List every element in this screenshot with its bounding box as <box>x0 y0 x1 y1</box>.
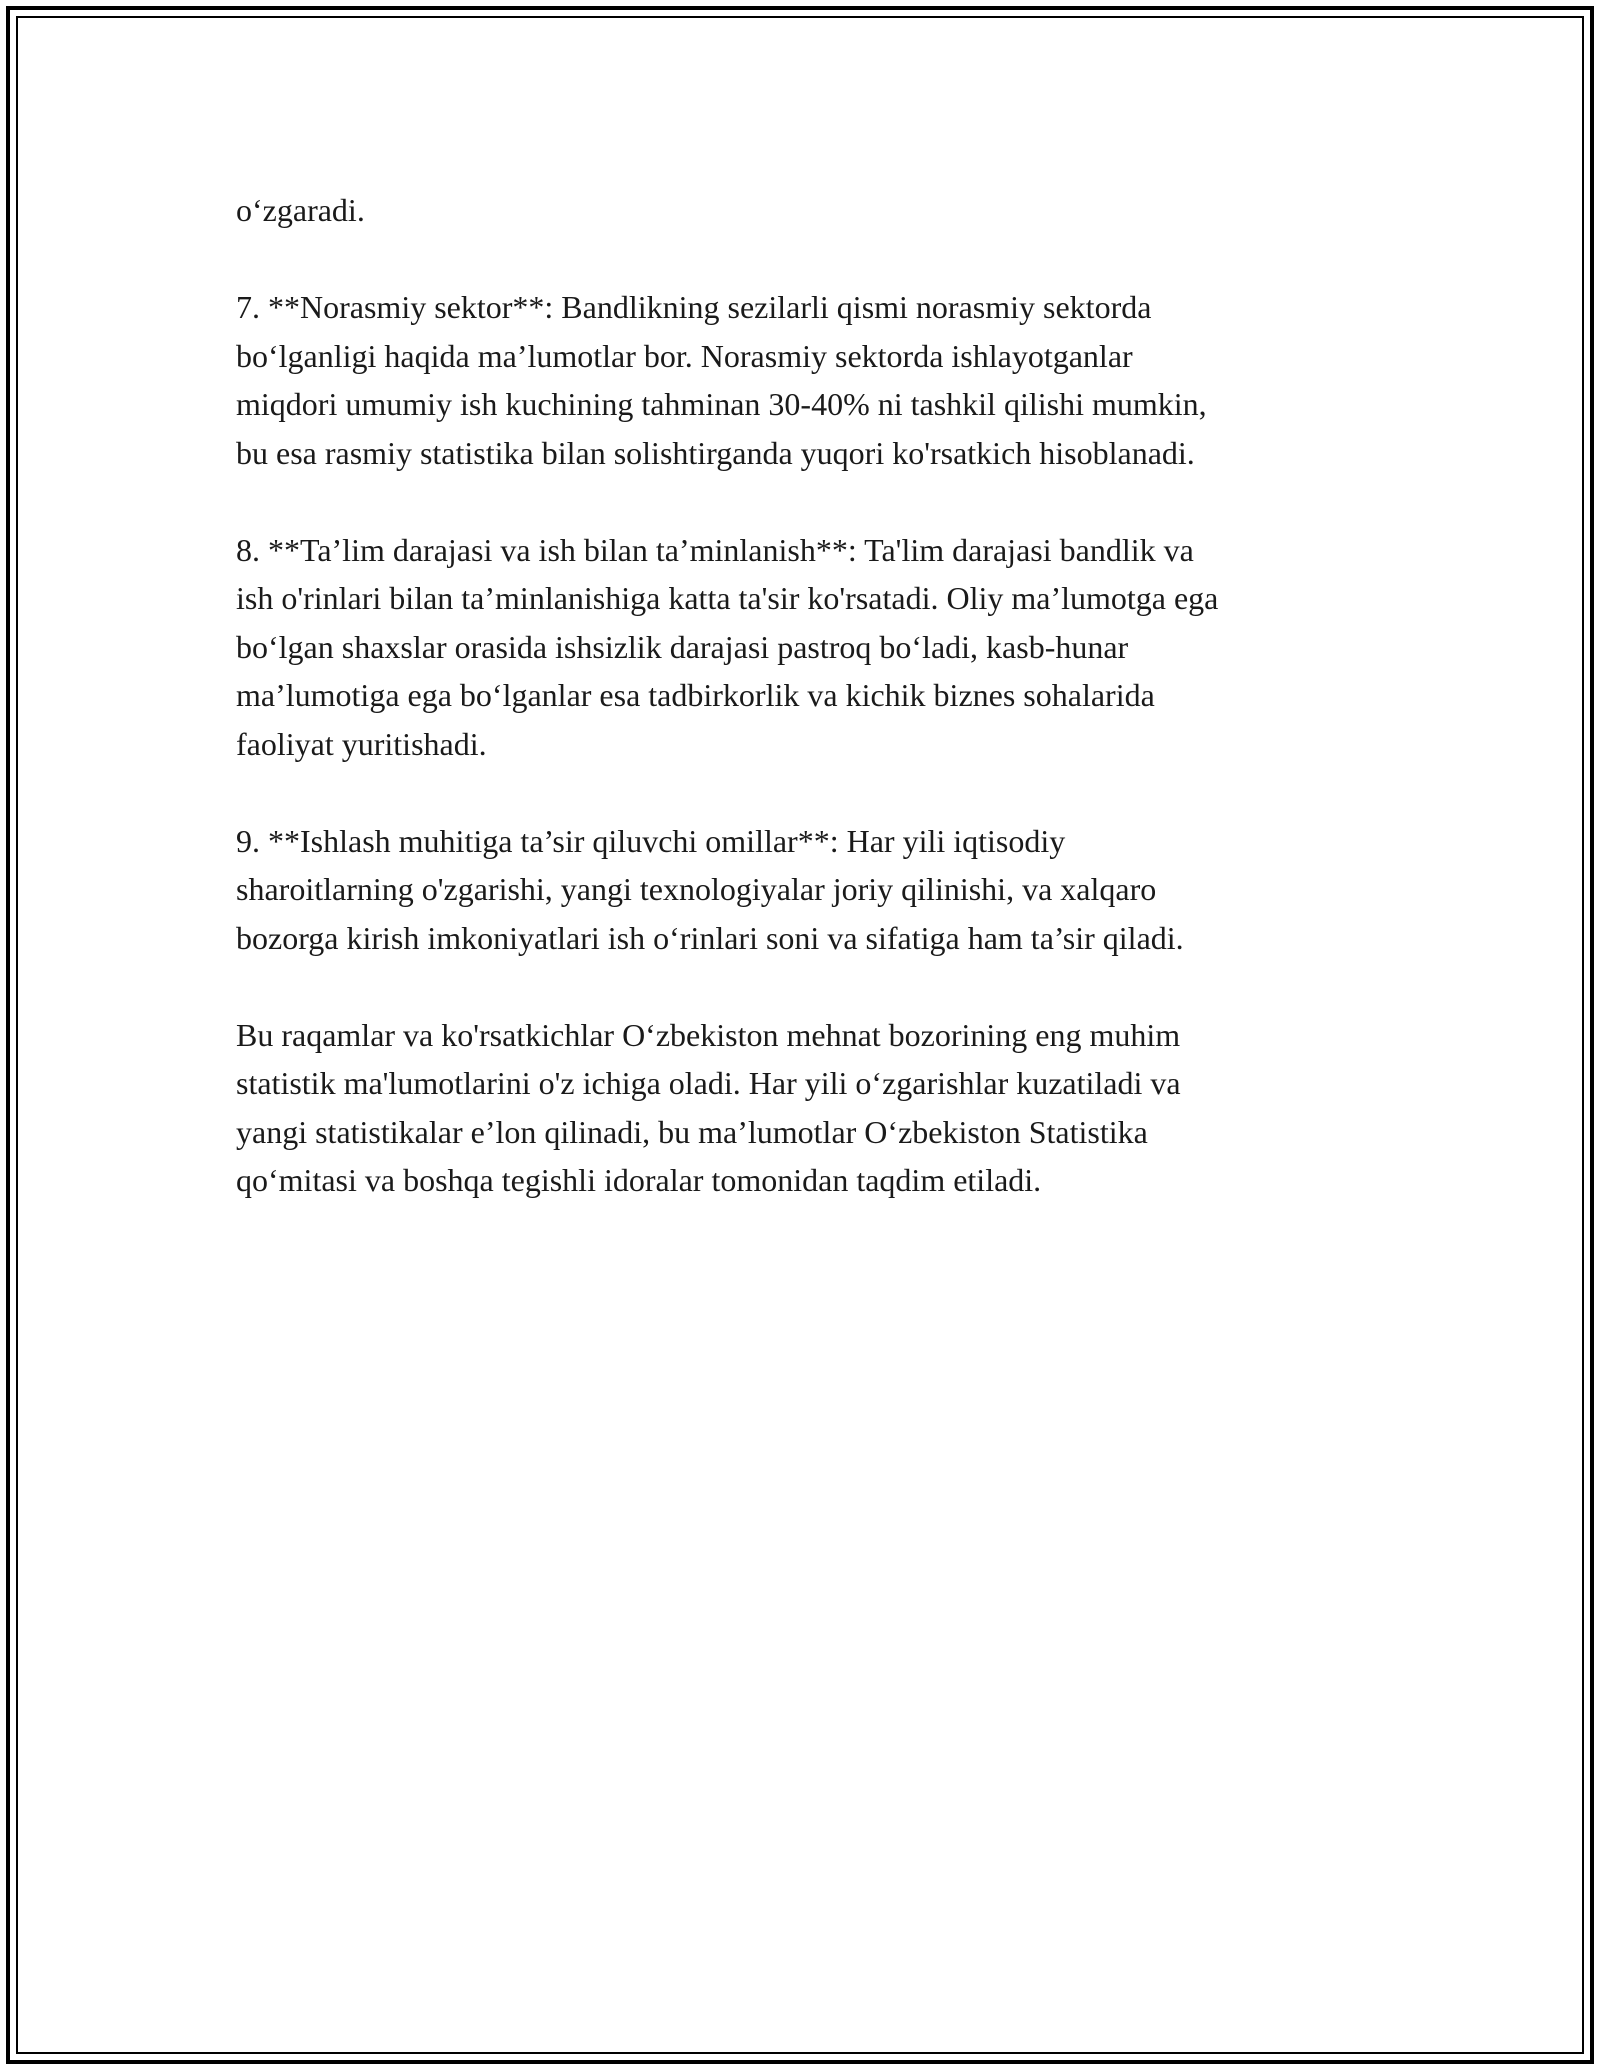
text-line: faoliyat yuritishadi. <box>236 725 487 762</box>
paragraph-conclusion <box>236 1011 1376 1205</box>
text-line: yangi statistikalar e’lon qilinadi, bu ma’lumotlar O‘zbekiston Statistika <box>236 1113 1148 1150</box>
paragraph-item-9 <box>236 817 1376 963</box>
paragraph-continuation <box>236 186 1376 235</box>
document-body <box>236 186 1376 1253</box>
text-line: bo‘lganligi haqida ma’lumotlar bor. Norasmiy sektorda ishlayotganlar <box>236 337 1133 374</box>
text-line: sharoitlarning o'zgarishi, yangi texnologiyalar joriy qilinishi, va xalqaro <box>236 871 1157 907</box>
text-line: bu esa rasmiy statistika bilan solishtirganda yuqori ko'rsatkich hisoblanadi. <box>236 434 1195 471</box>
text-line: miqdori umumiy ish kuchining tahminan 30-40% ni tashkil qilishi mumkin, <box>236 386 1207 422</box>
paragraph-item-8 <box>236 526 1376 769</box>
text-line: 8. **Ta’lim darajasi va ish bilan ta’minlanish**: Ta'lim darajasi bandlik va <box>236 531 1194 568</box>
text-line: qo‘mitasi va boshqa tegishli idoralar tomonidan taqdim etiladi. <box>236 1162 1042 1198</box>
text-line: Bu raqamlar va ko'rsatkichlar O‘zbekiston mehnat bozorining eng muhim <box>236 1016 1181 1053</box>
text-line: bozorga kirish imkoniyatlari ish o‘rinlari soni va sifatiga ham ta’sir qiladi. <box>236 919 1184 956</box>
text-line: ish o'rinlari bilan ta’minlanishiga katta ta'sir ko'rsatadi. Oliy ma’lumotga ega <box>236 580 1219 616</box>
text-line: ma’lumotiga ega bo‘lganlar esa tadbirkorlik va kichik biznes sohalarida <box>236 677 1155 713</box>
text-line: bo‘lgan shaxslar orasida ishsizlik darajasi pastroq bo‘ladi, kasb-hunar <box>236 628 1129 665</box>
text-line: o‘zgaradi. <box>236 192 365 228</box>
text-line: statistik ma'lumotlarini o'z ichiga oladi. Har yili o‘zgarishlar kuzatiladi va <box>236 1065 1181 1101</box>
text-line: 9. **Ishlash muhitiga ta’sir qiluvchi omillar**: Har yili iqtisodiy <box>236 822 1066 859</box>
text-line: 7. **Norasmiy sektor**: Bandlikning sezilarli qismi norasmiy sektorda <box>236 289 1152 325</box>
paragraph-item-7 <box>236 283 1376 477</box>
